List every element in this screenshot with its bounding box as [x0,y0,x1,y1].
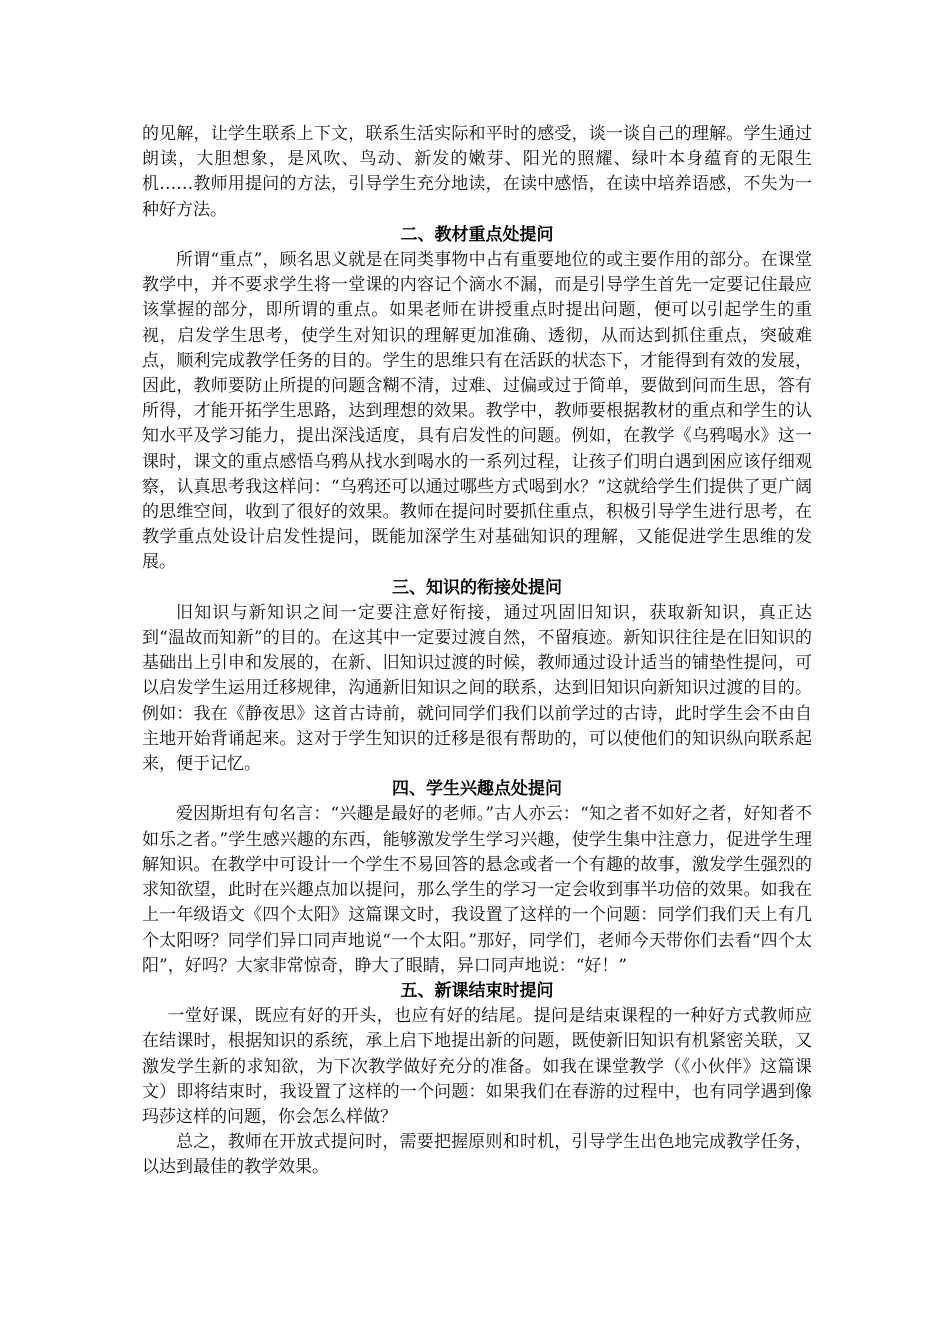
conclusion-paragraph: 总之，教师在开放式提问时，需要把握原则和时机，引导学生出色地完成教学任务，以达到最佳的教学效果。 [142,1132,812,1178]
section-5-paragraph: 一堂好课，既应有好的开头，也应有好的结尾。提问是结束课程的一种好方式教师应在结课时，根据知识的系统，承上启下地提出新的问题，既使新旧知识有机紧密关联，又激发学生新的求知欲，为下次教学做好充分的准备。如我在课堂教学（《小伙伴》这篇课文）即将结束时，我设置了这样的一个问题：如果我们在春游的过程中，也有同学遇到像玛莎这样的问题，你会怎么样做？ [142,1006,812,1127]
section-2-paragraph: 所谓“重点”，顾名思义就是在同类事物中占有重要地位的或主要作用的部分。在课堂教学中，并不要求学生将一堂课的内容记个滴水不漏，而是引导学生首先一定要记住最应该掌握的部分，即所谓的重点。如果老师在讲授重点时提出问题，便可以引起学生的重视，启发学生思考，使学生对知识的理解更加准确、透彻，从而达到抓住重点，突破难点，顺利完成教学任务的目的。学生的思维只有在活跃的状态下，才能得到有效的发展，因此，教师要防止所提的问题含糊不清，过难、过偏或过于简单，要做到问而生思，答有所得，才能开拓学生思路，达到理想的效果。教学中，教师要根据教材的重点和学生的认知水平及学习能力，提出深浅适度，具有启发性的问题。例如，在教学《乌鸦喝水》这一课时，课文的重点感悟乌鸦从找水到喝水的一系列过程，让孩子们明白遇到困应该仔细观察，认真思考我这样问：“乌鸦还可以通过哪些方式喝到水？”这就给学生们提供了更广阔的思维空间，收到了很好的效果。教师在提问时要抓住重点，积极引导学生进行思考，在教学重点处设计启发性提问，既能加深学生对基础知识的理解，又能促进学生思维的发展。 [142,250,812,573]
intro-paragraph: 的见解，让学生联系上下文，联系生活实际和平时的感受，谈一谈自己的理解。学生通过朗读，大胆想象，是风吹、鸟动、新发的嫩芽、阳光的照耀、绿叶本身蕴育的无限生机……教师用提问的方法，引导学生充分地读，在读中感悟，在读中培养语感，不失为一种好方法。 [142,124,812,220]
section-heading-4: 四、学生兴趣点处提问 [392,779,562,800]
section-3-paragraph: 旧知识与新知识之间一定要注意好衔接，通过巩固旧知识，获取新知识，真正达到“温故而知新”的目的。在这其中一定要过渡自然，不留痕迹。新知识往往是在旧知识的基础出上引申和发展的，在新、旧知识过渡的时候，教师通过设计适当的铺垫性提问，可以启发学生运用迁移规律，沟通新旧知识之间的联系，达到旧知识向新知识过渡的目的。例如：我在《静夜思》这首古诗前，就问同学们我们以前学过的古诗，此时学生会不由自主地开始背诵起来。这对于学生知识的迁移是很有帮助的，可以使他们的知识纵向联系起来，便于记忆。 [142,602,812,775]
document-page [142,122,812,1181]
section-heading-3: 三、知识的衔接处提问 [392,577,562,598]
section-heading-5: 五、新课结束时提问 [400,980,554,1001]
section-heading-2: 二、教材重点处提问 [400,224,554,245]
section-4-paragraph: 爱因斯坦有句名言：“兴趣是最好的老师。”古人亦云：“知之者不如好之者，好知者不如乐之者。”学生感兴趣的东西，能够激发学生学习兴趣，使学生集中注意力，促进学生理解知识。在教学中可设计一个学生不易回答的悬念或者一个有趣的故事，激发学生强烈的求知欲望，此时在兴趣点加以提问，那么学生的学习一定会收到事半功倍的效果。如我在上一年级语文《四个太阳》这篇课文时，我设置了这样的一个问题：同学们我们天上有几个太阳呀？同学们异口同声地说“一个太阳。”那好，同学们，老师今天带你们去看“四个太阳”，好吗？大家非常惊奇，睁大了眼睛，异口同声地说：“好！” [142,804,812,976]
